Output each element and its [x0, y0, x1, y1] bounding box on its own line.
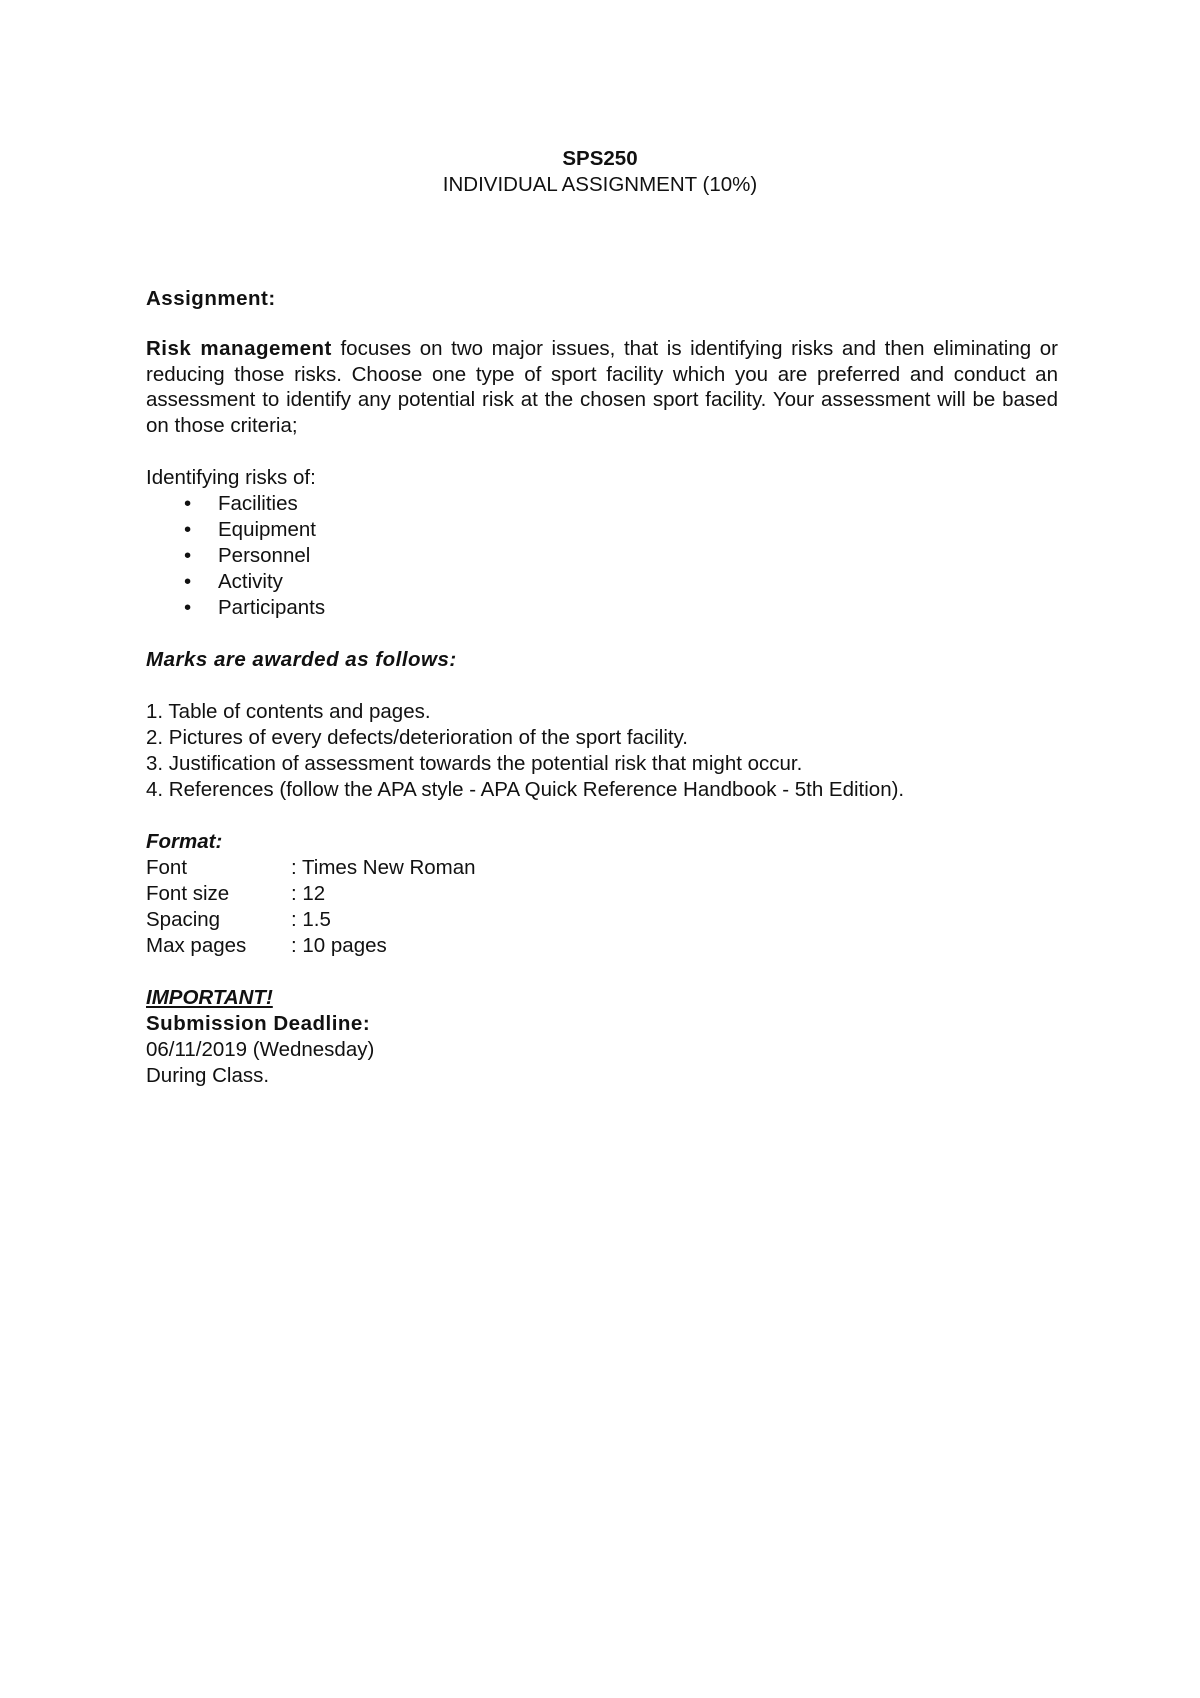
risk-item-personnel: Personnel [218, 544, 311, 567]
bullet-icon: • [184, 492, 192, 515]
marks-heading: Marks are awarded as follows: [146, 648, 457, 671]
bullet-icon: • [184, 570, 192, 593]
risk-management-term: Risk management [146, 337, 332, 360]
deadline-note: During Class. [146, 1064, 270, 1087]
format-value-spacing: : 1.5 [291, 908, 331, 931]
assignment-heading: Assignment: [146, 287, 276, 310]
marks-item-3: 3. Justification of assessment towards the potential risk that might occur. [146, 752, 803, 775]
marks-item-1: 1. Table of contents and pages. [146, 700, 431, 723]
course-code: SPS250 [562, 147, 638, 170]
bullet-icon: • [184, 596, 192, 619]
bullet-icon: • [184, 518, 192, 541]
format-value-font-size: : 12 [291, 882, 326, 905]
assignment-subtitle: INDIVIDUAL ASSIGNMENT (10%) [442, 173, 758, 196]
format-heading: Format: [146, 830, 223, 853]
risk-item-equipment: Equipment [218, 518, 317, 541]
risks-heading: Identifying risks of: [146, 466, 316, 489]
format-label-font: Font [146, 856, 188, 879]
risk-item-participants: Participants [218, 596, 326, 619]
marks-item-4: 4. References (follow the APA style - APA Quick Reference Handbook - 5th Edition). [146, 778, 905, 801]
deadline-label: Submission Deadline: [146, 1012, 371, 1035]
format-value-max-pages: : 10 pages [291, 934, 387, 957]
format-label-font-size: Font size [146, 882, 230, 905]
bullet-icon: • [184, 544, 192, 567]
format-label-spacing: Spacing [146, 908, 221, 931]
deadline-date: 06/11/2019 (Wednesday) [146, 1038, 375, 1061]
format-label-max-pages: Max pages [146, 934, 247, 957]
important-heading: IMPORTANT! [146, 986, 273, 1009]
risk-item-facilities: Facilities [218, 492, 298, 515]
marks-item-2: 2. Pictures of every defects/deterioration of the sport facility. [146, 726, 688, 749]
assignment-paragraph [146, 336, 1058, 439]
format-value-font: : Times New Roman [291, 856, 476, 879]
assignment-description: focuses on two major issues, that is identifying risks and then eliminating or reducing those risks. Choose one type of sport facility which you are preferred and conduct an assessment to identify any potential risk at the chosen sport facility. Your assessment will be based on those criteria; [146, 337, 1058, 438]
risk-item-activity: Activity [218, 570, 283, 593]
